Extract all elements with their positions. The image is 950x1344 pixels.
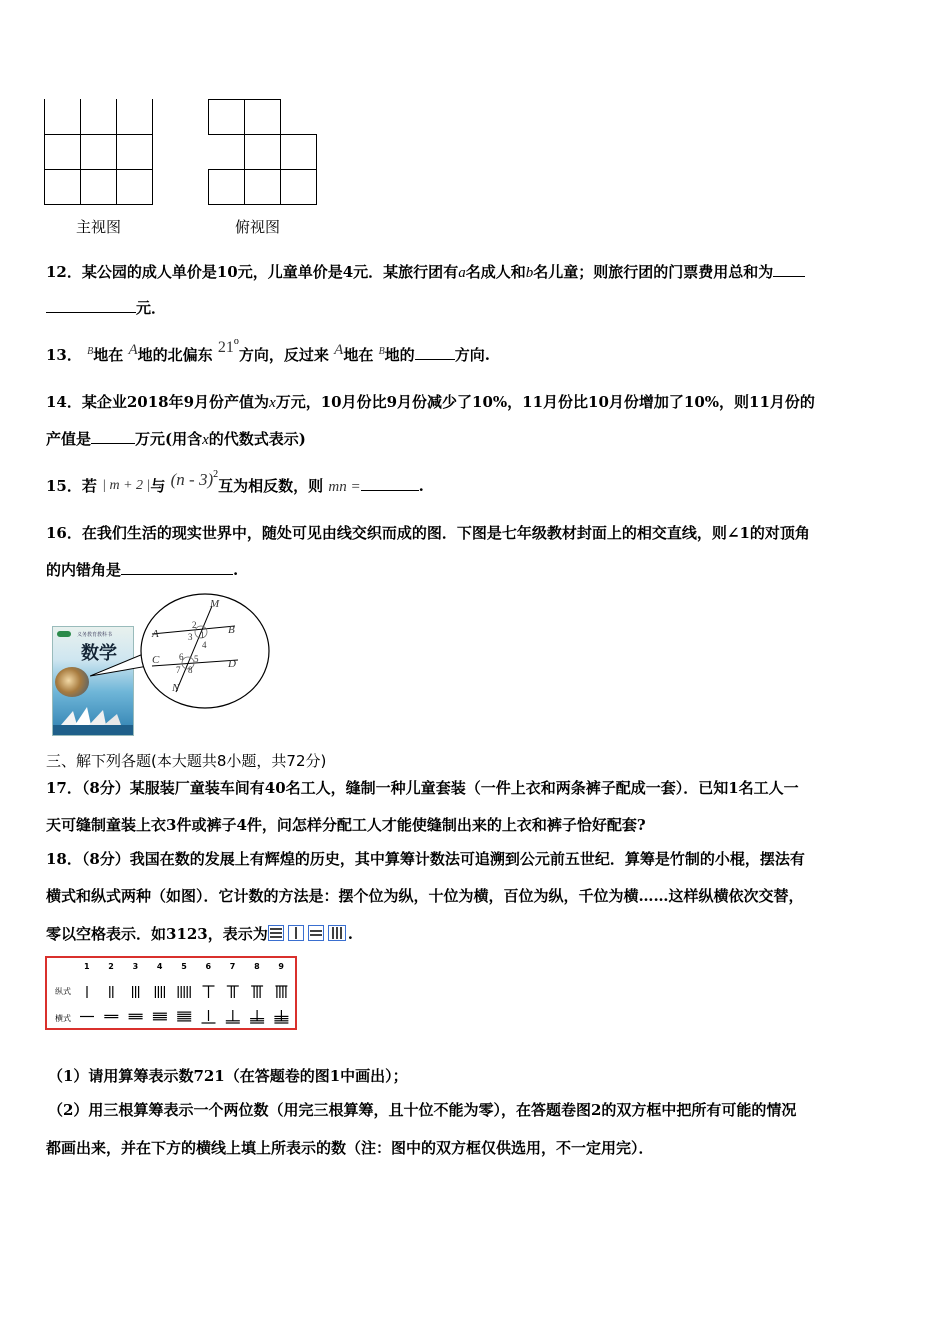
q13-t4: 地在	[343, 346, 374, 364]
counting-rods-table	[45, 956, 297, 1030]
q15-exponent: 2	[213, 469, 219, 480]
q15-num: 15．若	[46, 477, 97, 495]
q16-end: .	[233, 561, 239, 579]
q13-point-a: A	[128, 342, 138, 358]
question-16	[46, 523, 810, 543]
q13-blank[interactable]	[415, 345, 455, 360]
angle-label-6: 6	[179, 652, 184, 662]
q13-t3: 方向，反过来	[238, 346, 329, 364]
q13-degree: o	[233, 336, 239, 347]
q16-text-2: 的内错角是	[46, 561, 122, 579]
book-logo	[57, 631, 71, 637]
q13-angle: 21	[217, 339, 234, 356]
angle-label-8: 8	[188, 665, 193, 675]
angle-label-7: 7	[176, 665, 181, 675]
rods-digit-7: 7	[229, 962, 236, 971]
q15-blank[interactable]	[361, 476, 419, 491]
question-14-line2	[46, 429, 306, 450]
label-a: A	[152, 628, 159, 640]
q15-abs-expr: | m + 2 |	[102, 478, 151, 493]
question-18-line2: 横式和纵式两种（如图）．它计数的方法是：摆个位为纵，十位为横，百位为纵，千位为横……这样纵横依次交替，	[46, 887, 804, 905]
angle-label-4: 4	[202, 640, 207, 650]
q14-text-2: 万元，10月份比9月份减少了10%，11月份比10月份增加了10%，则11月份的	[275, 393, 815, 411]
q13-t2: 地的北偏东	[137, 346, 213, 364]
q15-mid: 互为相反数，则	[218, 477, 324, 495]
q15-end: .	[418, 477, 424, 495]
angle-label-1: 1	[200, 630, 205, 640]
rods-row-label-horizontal: 横式	[55, 1014, 71, 1023]
q13-point-b2: B	[378, 346, 385, 357]
q12-end: 元．	[136, 299, 167, 317]
rod-numeral-3123	[268, 925, 348, 946]
book-title: 数学	[81, 643, 117, 664]
q12-blank-1[interactable]	[773, 262, 805, 277]
q16-blank[interactable]	[121, 560, 233, 575]
question-16-line2	[46, 560, 238, 580]
rods-digit-6: 6	[205, 962, 212, 971]
book-header: 义务教育教科书	[77, 632, 113, 638]
q14-text-5: 的代数式表示)	[208, 430, 306, 448]
rods-digit-4: 4	[156, 962, 163, 971]
q12-text-2: 名成人和	[465, 263, 526, 281]
intersecting-lines-callout	[90, 592, 270, 710]
q14-text-4: 万元(用含	[135, 430, 203, 448]
label-m: M	[210, 598, 220, 610]
label-c: C	[152, 654, 160, 666]
angle-label-3: 3	[188, 632, 193, 642]
q12-var-a: a	[458, 265, 466, 281]
front-view-caption: 主视图	[76, 218, 122, 236]
top-view-figure	[208, 99, 318, 206]
q13-point-b: B	[87, 346, 94, 357]
q12-text-3: 名儿童；则旅行团的门票费用总和为	[533, 263, 774, 281]
q12-blank-2[interactable]	[46, 298, 136, 313]
angle-label-2: 2	[192, 620, 197, 630]
q12-var-b: b	[525, 265, 534, 281]
q13-num: 13．	[46, 346, 82, 364]
rods-digit-3: 3	[132, 962, 139, 971]
q15-with: 与	[150, 477, 166, 495]
question-18-sub2: （2）用三根算筹表示一个两位数（用完三根算筹，且十位不能为零），在答题卷图2的双方框中把所有可能的情况	[48, 1101, 797, 1119]
question-13	[46, 336, 490, 368]
angle-label-5: 5	[194, 654, 199, 664]
q13-t1: 地在	[93, 346, 124, 364]
q16-text-1: 16．在我们生活的现实世界中，随处可见由线交织而成的图．下图是七年级教材封面上的相交直线，则∠1的对顶角	[46, 524, 810, 542]
top-view-caption: 俯视图	[235, 218, 281, 236]
q13-t5: 地的	[384, 346, 415, 364]
q14-text-1: 14．某企业2018年9月份产值为	[46, 393, 270, 411]
section-3-heading: 三、解下列各题(本大题共8小题，共72分)	[46, 752, 327, 770]
question-15	[46, 469, 424, 499]
q15-square-expr: (n - 3)	[170, 470, 214, 489]
question-18-line3	[46, 924, 353, 946]
rods-digit-5: 5	[181, 962, 187, 971]
label-b: B	[228, 624, 235, 636]
q18-text-3: 零以空格表示．如3123，表示为	[46, 925, 268, 943]
q13-t6: 方向.	[454, 346, 490, 364]
question-18-sub2-line2: 都画出来，并在下方的横线上填上所表示的数（注：图中的双方框仅供选用，不一定用完）．	[46, 1139, 654, 1157]
q14-text-3: 产值是	[46, 430, 92, 448]
rods-digit-1: 1	[84, 962, 90, 971]
q18-text-3-end: .	[347, 925, 353, 943]
question-17-line2: 天可缝制童装上衣3件或裤子4件，问怎样分配工人才能使缝制出来的上衣和裤子恰好配套?	[46, 816, 646, 834]
q14-blank[interactable]	[91, 429, 135, 444]
label-d: D	[228, 658, 236, 670]
question-12-line2	[46, 298, 166, 318]
front-view-figure	[44, 99, 154, 206]
book-water	[53, 725, 133, 735]
question-14	[46, 392, 815, 413]
q14-var-x: x	[269, 395, 276, 411]
rods-digit-9: 9	[278, 962, 284, 971]
book-shell-image	[55, 667, 89, 697]
question-12	[46, 262, 805, 283]
q12-text-1: 12．某公园的成人单价是10元，儿童单价是4元．某旅行团有	[46, 263, 459, 281]
q14-var-x2: x	[202, 432, 209, 448]
q15-mn: mn =	[328, 479, 361, 495]
rods-row-label-vertical: 纵式	[55, 987, 71, 996]
question-18-sub1: （1）请用算筹表示数721（在答题卷的图1中画出）；	[48, 1067, 408, 1085]
rods-digit-8: 8	[254, 962, 260, 971]
rods-digit-2: 2	[108, 962, 114, 971]
rods-glyphs	[47, 958, 295, 1028]
q13-point-a2: A	[334, 342, 344, 358]
question-17: 17．（8分）某服装厂童装车间有40名工人，缝制一种儿童套装（一件上衣和两条裤子配成一套）．已知1名工人一	[46, 779, 799, 797]
label-n: N	[172, 682, 180, 694]
question-18: 18．（8分）我国在数的发展上有辉煌的历史，其中算筹计数法可追溯到公元前五世纪．算筹是竹制的小棍，摆法有	[46, 850, 805, 868]
